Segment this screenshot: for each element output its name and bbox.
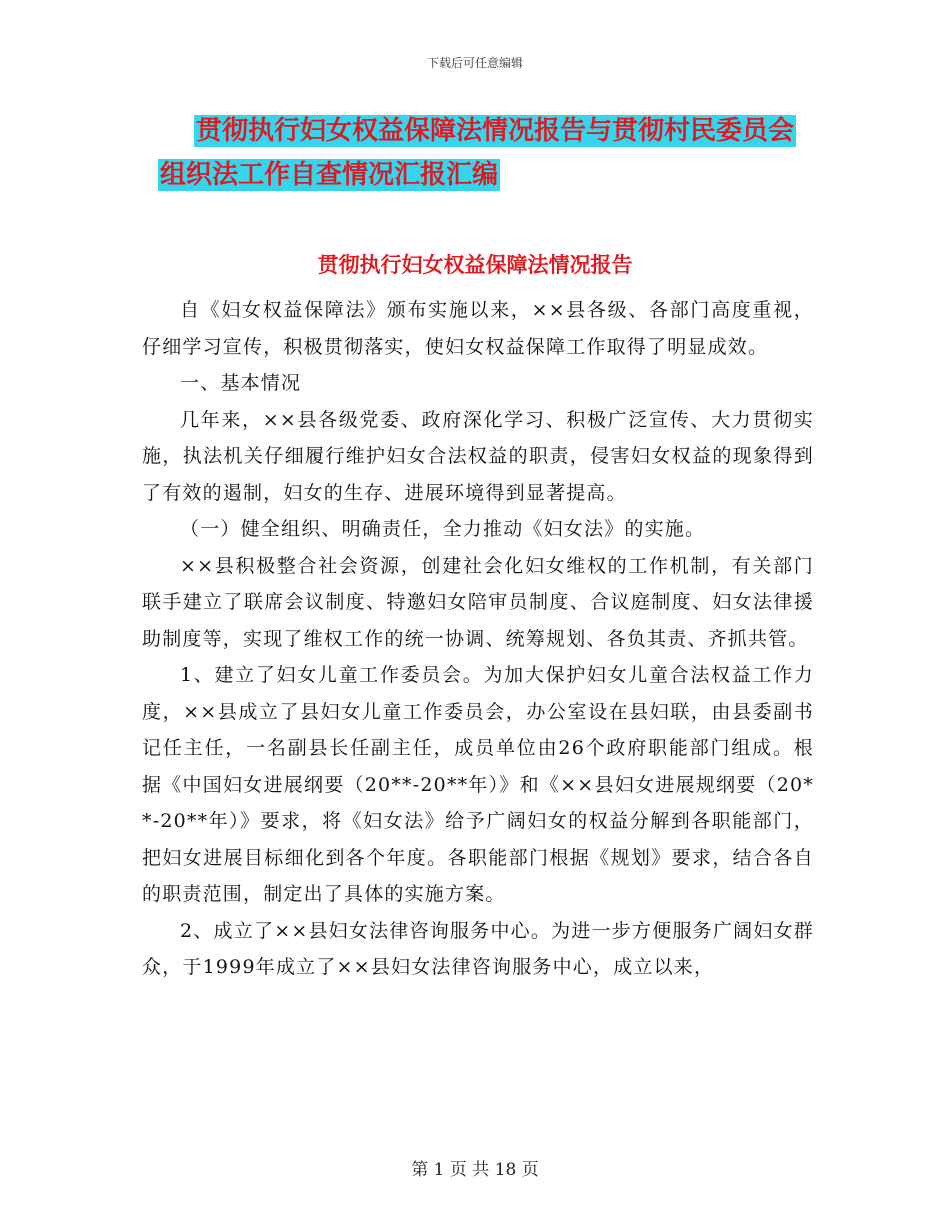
paragraph-intro: 自《妇女权益保障法》颁布实施以来，××县各级、各部门高度重视，仔细学习宣传，积极贯彻落实，使妇女权益保障工作取得了明显成效。 (142, 299, 814, 358)
paragraph-item-1: 1、建立了妇女儿童工作委员会。为加大保护妇女儿童合法权益工作力度，××县成立了县妇女儿童工作委员会，办公室设在县妇联，由县委副书记任主任，一名副县长任副主任，成员单位由26个政府职能部门组成。根据《中国妇女进展纲要（20**-20**年）》和《××县妇女进展规纲要（20**-20**年）》要求，将《妇女法》给予广阔妇女的权益分解到各职能部门，把妇女进展目标细化到各个年度。各职能部门根据《规划》要求，结合各自的职责范围，制定出了具体的实施方案。 (142, 664, 814, 905)
section-title: 贯彻执行妇女权益保障法情况报告 (317, 252, 633, 277)
paragraph-heading-basic: 一、基本情况 (180, 372, 302, 394)
document-title-line-2 (0, 157, 804, 193)
paragraph-mechanism: ××县积极整合社会资源，创建社会化妇女维权的工作机制，有关部门联手建立了联席会议制度、特邀妇女陪审员制度、合议庭制度、妇女法律援助制度等，实现了维权工作的统一协调、统筹规划、各负其责、齐抓共管。 (142, 554, 814, 650)
title-highlight-2: 组织法工作自查情况汇报汇编 (159, 160, 498, 190)
header-note: 下载后可任意编辑 (426, 56, 523, 70)
document-title-line-1 (0, 113, 950, 149)
document-body (142, 292, 814, 986)
paragraph-item-2: 2、成立了××县妇女法律咨询服务中心。为进一步方便服务广阔妇女群众，于1999年成立了××县妇女法律咨询服务中心，成立以来， (142, 919, 814, 978)
paragraph-overview: 几年来，××县各级党委、政府深化学习、积极广泛宣传、大力贯彻实施，执法机关仔细履行维护妇女合法权益的职责，侵害妇女权益的现象得到了有效的遏制，妇女的生存、进展环境得到显著提高。 (142, 408, 814, 504)
paragraph-subheading-1: （一）健全组织、明确责任，全力推动《妇女法》的实施。 (180, 518, 706, 540)
page-footer: 第 1 页 共 18 页 (411, 1160, 539, 1180)
title-highlight-1: 贯彻执行妇女权益保障法情况报告与贯彻村民委员会 (195, 116, 794, 146)
